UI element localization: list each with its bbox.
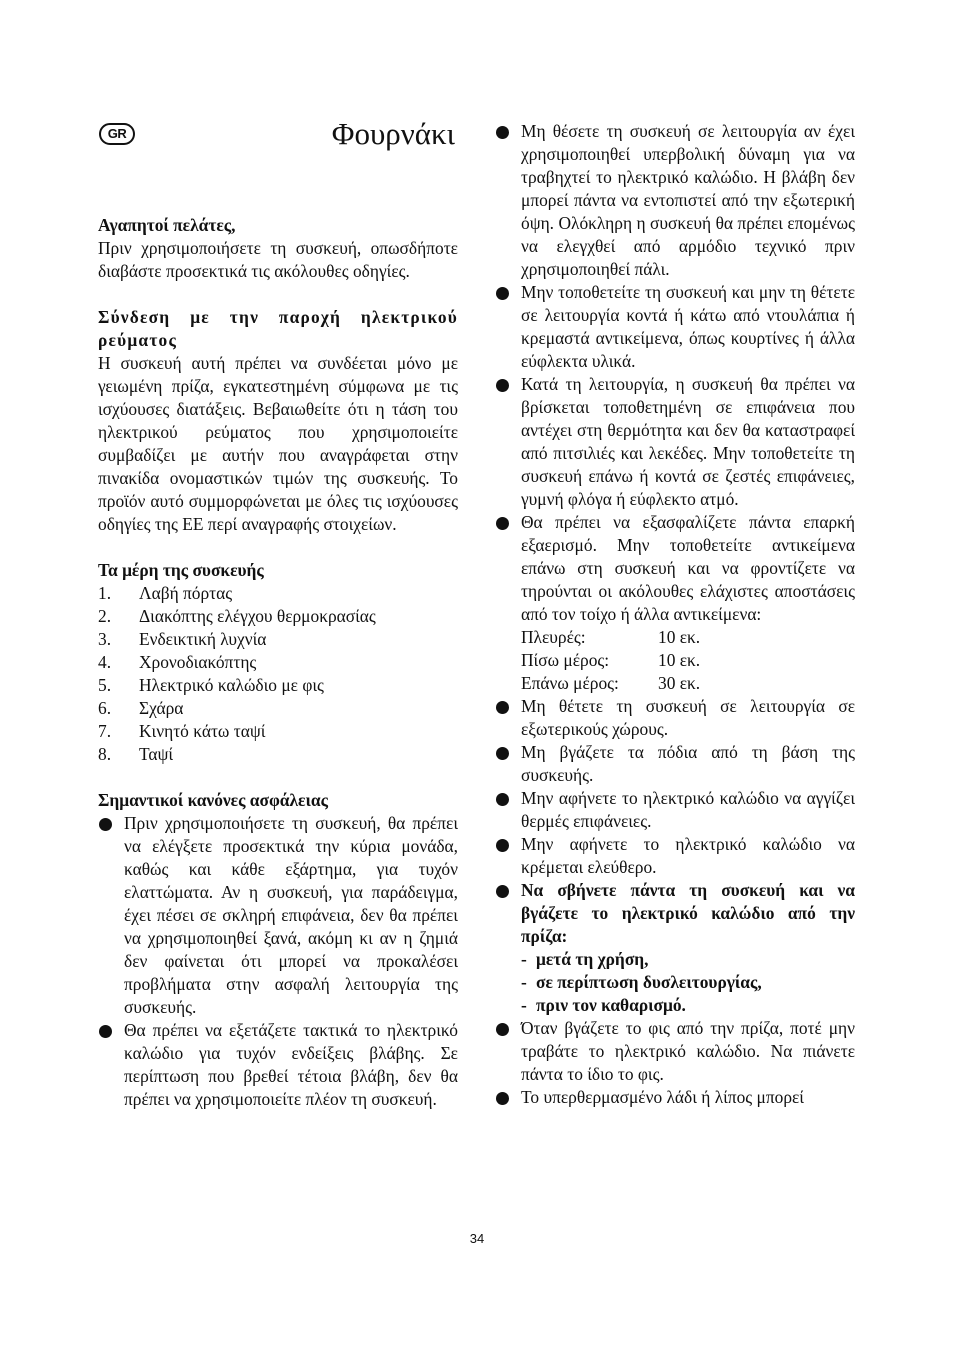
- parts-list: [98, 582, 458, 766]
- bullet-item-unplug: Να σβήνετε πάντα τη συσκευή και να βγάζετε το ηλεκτρικό καλώδιο από την πρίζα: - μετά τη χρήση, - σε περίπτωση δυσλειτουργίας, - πριν τον καθαρισμό.: [495, 879, 855, 1017]
- parts-heading: Τα μέρη της συσκευής: [98, 560, 264, 580]
- list-item: 5. Ηλεκτρικό καλώδιο με φις: [98, 675, 324, 695]
- list-item: 4. Χρονοδιακόπτης: [98, 652, 257, 672]
- connection-text: Η συσκευή αυτή πρέπει να συνδέεται μόνο με γειωμένη πρίζα, εγκατεστημένη σύμφωνα με τις ισχύουσες διατάξεις. Βεβαιωθείτε ότι η τάση του ηλεκτρικού ρεύματος που χρησιμοποιείτε συμβαδίζει με αυτήν που αναγράφεται στην πινακίδα ονομαστικών τιμών της συσκευής. Το προϊόν αυτό συμμορφώνεται με όλες τις ισχύουσες οδηγίες της ΕΕ περί αναγραφής στοιχείων.: [98, 353, 458, 534]
- connection-heading: Σύνδεση με την παροχή ηλεκτρικού ρεύματος: [98, 307, 458, 350]
- right-column: [495, 120, 855, 1109]
- sub-item: - μετά τη χρήση,: [521, 949, 649, 969]
- list-item: 3. Ενδεικτική λυχνία: [98, 629, 267, 649]
- list-item: 8. Ταψί: [98, 744, 174, 764]
- list-item: 1. Λαβή πόρτας: [98, 583, 233, 603]
- bullet-item: Πριν χρησιμοποιήσετε τη συσκευή, θα πρέπει να ελέγξετε προσεκτικά την κύρια μονάδα, καθώς και κάθε εξάρτημα, για τυχόν ελαττώματα. Αν η συσκευή, για παράδειγμα, έχει πέσει σε σκληρή επιφάνεια, δεν θα πρέπει να χρησιμοποιηθεί ξανά, ακόμη κι αν η ζημιά δεν φαίνεται ότι μπορεί να προκαλέσει προβλήματα στην ασφαλή λειτουργία της συσκευής.: [98, 812, 458, 1019]
- bullet-item: Κατά τη λειτουργία, η συσκευή θα πρέπει να βρίσκεται τοποθετημένη σε επιφάνεια που αντέχει στη θερμότητα και δεν θα καταστραφεί από πιτσιλιές και λεκέδες. Μην τοποθετείτε τη συσκευή επάνω ή κοντά σε ζεστές επιφάνειες, γυμνή φλόγα ή εύφλεκτο ατμό.: [495, 373, 855, 511]
- distance-row: Πλευρές: 10 εκ.: [521, 627, 701, 647]
- greeting-text: Πριν χρησιμοποιήσετε τη συσκευή, οπωσδήποτε διαβάστε προσεκτικά τις ακόλουθες οδηγίες.: [98, 238, 458, 281]
- sub-item: - πριν τον καθαρισμό.: [521, 995, 686, 1015]
- bullet-item-ventilation: Θα πρέπει να εξασφαλίζετε πάντα επαρκή εξαερισμό. Μην τοποθετείτε αντικείμενα επάνω στη συσκευή και να φροντίζετε να τηρούνται οι ακόλουθες ελάχιστες αποστάσεις από τον τοίχο ή άλλα αντικείμενα: Πλευρές: 10 εκ. Πίσω μέρος: 10 εκ. Επάνω μέρος: 30 εκ.: [495, 511, 855, 695]
- bullet-item: Μη θέσετε τη συσκευή σε λειτουργία αν έχει χρησιμοποιηθεί υπερβολική δύναμη για να τραβηχτεί το ηλεκτρικό καλώδιο. Η βλάβη δεν μπορεί πάντα να εντοπιστεί από την εξωτερική όψη. Ολόκληρη η συσκευή θα πρέπει επομένως να ελεγχθεί από αρμόδιο τεχνικό πριν χρησιμοποιηθεί πάλι.: [495, 120, 855, 281]
- bullet-item: Μην αφήνετε το ηλεκτρικό καλώδιο να κρέμεται ελεύθερο.: [495, 833, 855, 879]
- bullet-item: Θα πρέπει να εξετάζετε τακτικά το ηλεκτρικό καλώδιο για τυχόν ενδείξεις βλάβης. Σε περίπτωση που βρεθεί τέτοια βλάβη, δεν θα πρέπει να χρησιμοποιείτε πλέον τη συσκευή.: [98, 1019, 458, 1111]
- bullet-item: Μη βγάζετε τα πόδια από τη βάση της συσκευής.: [495, 741, 855, 787]
- list-item: 7. Κινητό κάτω ταψί: [98, 721, 266, 741]
- list-item: 2. Διακόπτης ελέγχου θερμοκρασίας: [98, 606, 376, 626]
- bullet-item: Μην τοποθετείτε τη συσκευή και μην τη θέτετε σε λειτουργία κοντά ή κάτω από ντουλάπια ή κρεμαστά αντικείμενα, όπως κουρτίνες ή άλλα εύφλεκτα υλικά.: [495, 281, 855, 373]
- left-column: [98, 214, 458, 1111]
- sub-item: - σε περίπτωση δυσλειτουργίας,: [521, 972, 762, 992]
- distance-row: Επάνω μέρος: 30 εκ.: [521, 673, 701, 693]
- safety-bullet-list-continued: [495, 120, 855, 1109]
- bullet-item: Όταν βγάζετε το φις από την πρίζα, ποτέ μην τραβάτε το ηλεκτρικό καλώδιο. Να πιάνετε πάντα το ίδιο το φις.: [495, 1017, 855, 1086]
- list-item: 6. Σχάρα: [98, 698, 184, 718]
- bullet-item: Μην αφήνετε το ηλεκτρικό καλώδιο να αγγίζει θερμές επιφάνειες.: [495, 787, 855, 833]
- page-number: 34: [469, 1231, 485, 1246]
- greeting-heading: Αγαπητοί πελάτες,: [98, 215, 236, 235]
- page-title: Φουρνάκι: [331, 116, 455, 151]
- distance-row: Πίσω μέρος: 10 εκ.: [521, 650, 701, 670]
- language-badge: GR: [99, 123, 135, 145]
- bullet-item: Μη θέτετε τη συσκευή σε λειτουργία σε εξωτερικούς χώρους.: [495, 695, 855, 741]
- safety-bullet-list: [98, 812, 458, 1111]
- bullet-item: Το υπερθερμασμένο λάδι ή λίπος μπορεί: [495, 1086, 855, 1109]
- safety-heading: Σημαντικοί κανόνες ασφάλειας: [98, 790, 328, 810]
